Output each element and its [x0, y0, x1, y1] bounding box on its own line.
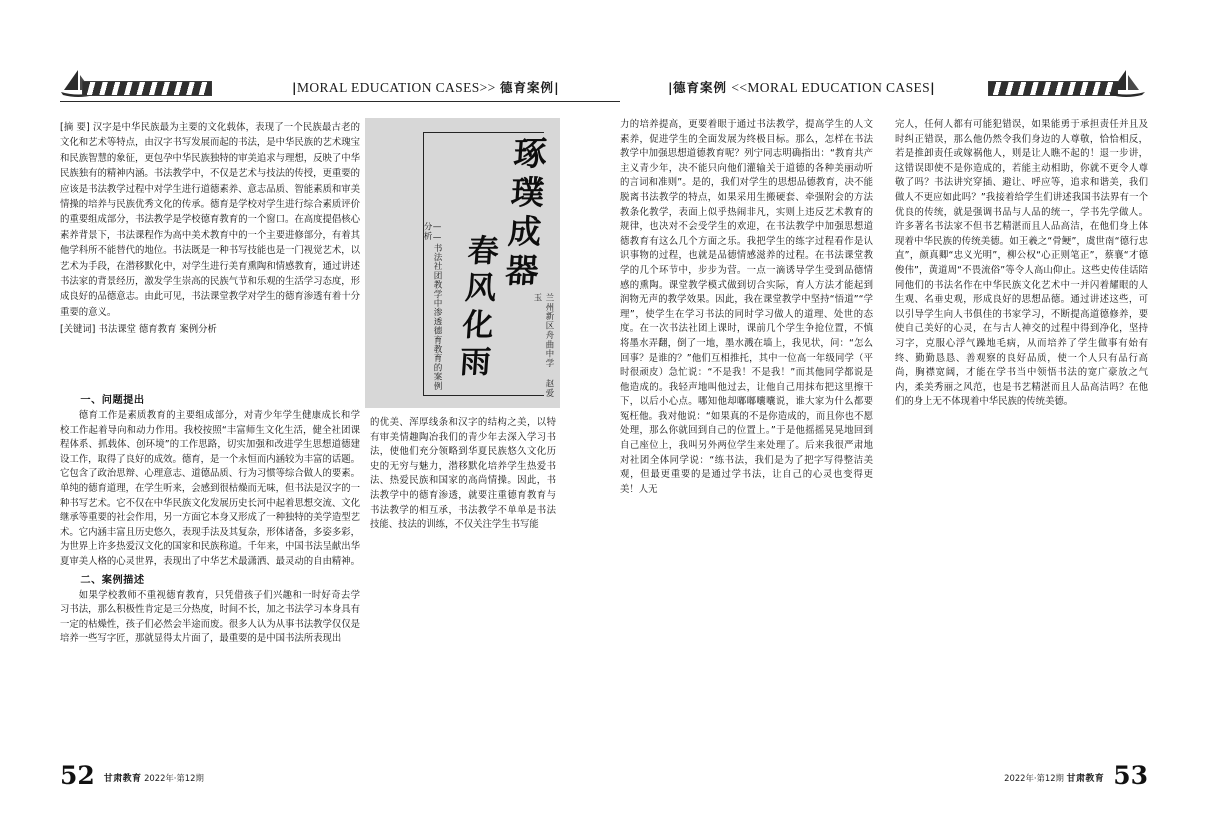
column-3-body: [620, 118, 873, 497]
abstract-label: [摘 要]: [60, 122, 90, 133]
article-title-line1: 琢璞成器: [499, 136, 549, 292]
footer-left: [60, 762, 204, 788]
running-head-bar-r-end: |: [930, 80, 936, 95]
column-2-paragraph-1: 的优美、浑厚线条和汉字的结构之美，以特有审美情趣陶冶我们的青少年去深入学习书法，使他们充分领略到华夏民族悠久文化历史的无穷与魅力，潜移默化培养学生热爱书法、热爱民族和国家的高尚情操。因此，书法教学中的德育渗透，就要注重德育教育与书法教学的相互承，书法教学不单单是书法技能、技法的训练，不仅关注学生书写能: [370, 417, 556, 531]
stripe-ornament-right: [988, 81, 1118, 96]
running-head-bar-end: |: [554, 80, 560, 95]
article-title-block: [365, 118, 560, 408]
column-1-body: [60, 390, 360, 647]
keywords-label: [关键词]: [60, 324, 96, 336]
keywords-paragraph: [60, 322, 360, 337]
column-4-body: [895, 118, 1148, 410]
column-2-body: [370, 416, 556, 533]
running-head-bar: |: [292, 80, 297, 95]
running-head-bar-r: |: [668, 80, 673, 95]
column-1-paragraph-2: 如果学校教师不重视德育教育，只凭借孩子们兴趣和一时好奇去学习书法，那么积极性肯定是三分热度，时间不长，加之书法学习本身具有一定的枯燥性，孩子们必然会半途而废。很多人认为从事书法教学仅仅是培养一些写字匠，那就显得太片面了，最重要的是中国书法所表现出: [60, 589, 361, 645]
abstract-paragraph: [60, 120, 360, 320]
section-heading-1: 一、问题提出: [80, 395, 145, 406]
issue-left: 2022年·第12期: [144, 773, 204, 783]
running-head-chinese: 德育案例: [500, 80, 555, 95]
issue-right: 2022年·第12期: [1004, 773, 1064, 783]
page-number-left: 52: [60, 761, 95, 790]
article-subtitle: ——书法社团教学中渗透德育教育的案例分析: [422, 222, 442, 391]
sailboat-ornament-left: [60, 70, 250, 104]
sailboat-icon-right: [1108, 68, 1148, 98]
magazine-name-right: 甘肃教育: [1066, 774, 1105, 784]
stripe-ornament-left: [82, 81, 212, 96]
footer-right: [1004, 762, 1148, 788]
abstract-text: 汉字是中华民族最为主要的文化载体，表现了一个民族最古老的文化和艺术等特点，由汉字书写发展而起的书法，是中华民族的艺术瑰宝和民族智慧的象征，更包孕中华民族独特的审美追求与理想，反映了中华民族独有的精神内涵。书法教学中，不仅是艺术与技法的传授，更重要的应该是书法教学过程中对学生进行道德素养、意志品质、智能素质和审美情操的培养与民族优秀文化的传承。德育是学校对学生进行综合素质评价的重要组成部分，书法教学是学校德育教育的一个窗口。在高度提倡核心素养背景下，书法课程作为高中美术教育中的一个主要进修部分，有着其他学科所不能替代的地位。书法既是一种书写技能也是一门视觉艺术，以艺术为手段，在潜移默化中，对学生进行美育熏陶和情感教育，通过讲述书法家的背景经历，激发学生崇高的民族气节和乐观的生活学习态度，形成良好的品德意志。由此可见，书法课堂教学对学生的德育渗透有着十分重要的意义。: [60, 122, 361, 318]
column-1-paragraph-1: 德育工作是素质教育的主要组成部分，对青少年学生健康成长和学校工作起着导向和动力作用。我校按照“丰富师生文化生活，健全社团课程体系、抓载体、创环境”的工作思路，切实加强和改进学生思想道德建设工作，取得了良好的成效。德育，是一个永恒而内涵较为丰富的话题。它包含了政治思辩、心理意志、道德品质、行为习惯等综合做人的要素。单纯的德育道理，在学生听来，会感到很枯燥而无味，但书法是汉字的一种书写艺术。它不仅在中华民族文化发展历史长河中起着思想交流、文化继承等重要的社会作用，另一方面它本身又形成了一种独特的美学造型艺术。它内涵丰富且历史悠久，表现手法及其复杂，形体诸备，多姿多彩，为世界上许多热爱汉文化的国家和民族称道。千年来，中国书法呈献出华夏审美人格的心灵世界，表现出了中华艺术最潇洒、最灵动的自由精神。: [60, 410, 361, 567]
magazine-name-left: 甘肃教育: [103, 774, 142, 784]
running-head-right: [620, 62, 1148, 108]
footer-right-meta: [1004, 774, 1104, 788]
column-4-paragraph-1: 完人，任何人都有可能犯错误，如果能勇于承担责任并且及时纠正错误，那么他仍然令我们身边的人尊敬，恰恰相反，若是推卸责任或嫁祸他人，则是让人瞧不起的！退一步讲，这错误即使不是你造成的，若能主动相助，你就不更令人尊敬了吗？书法讲究穿插、避让、呼应等，追求和谐美，我们做人不更应如此吗？”我接着给学生们讲述我国书法界有一个优良的传统，就是强调书品与人品的统一，学书先学做人。许多著名书法家不但书艺精湛而且人品高洁，在他们身上体现着中华民族的传统美德。如王羲之“骨鲠”，虞世南“德行忠直”，颜真卿“忠义光明”，柳公权“心正则笔正”，蔡襄“才德俊伟”，黄道周“不畏流俗”等令人高山仰止。这些史传佳话陪同他们的书法名作在中华民族文化艺术中一并闪着耀眼的人生观、名垂史观，形成良好的思想品德。通过讲述这些，可以引导学生向人书俱佳的书家学习，不断提高道德修养，要使自己美好的心灵，在与古人神交的过程中得到净化，坚持习字，克服心浮气躁地毛病，从而培养了学生做事有始有终、勤勤恳恳、善观察的良好品质，使一个人只有品行高尚，胸襟宽阔，才能在学书当中领悟书法的宽广豪放之气内，柔美秀丽之风范，也是书艺精湛而且人品高洁吗？在他们的身上无不体现着中华民族的传统美德。: [895, 119, 1148, 408]
sailboat-ornament-right: [958, 70, 1148, 104]
running-head-left-text: [292, 78, 559, 96]
section-heading-2: 二、案例描述: [80, 574, 145, 586]
abstract-block: [60, 120, 360, 338]
running-head-left: [60, 62, 620, 108]
column-3-paragraph-1: 力的培养提高，更要着眼于通过书法教学，提高学生的人文素养，促进学生的全面发展为终极目标。那么，怎样在书法教学中加强思想道德教育呢？列宁同志明确指出：“教育共产主义青少年，决不能只向他们灌输关于道德的各种美丽动听的言词和准则”。是的，我们对学生的思想品德教育，决不能脱离书法教学的特点，如果采用生搬硬套、牵强附会的方法教条化教学，表面上似乎热闹非凡，实则上违反艺术教育的规律，也决对不会受学生的欢迎，在书法教学中加强思想道德教育有这么几个方面之乐。我把学生的练字过程看作是认识事物的过程，也就是品德情感滋养的过程。在书法课堂教学的几个环节中，步步为营。一点一滴诱导学生受到品德情感的熏陶。课堂教学模式做到切合实际，育人方法才能起到润物无声的教学效果。因此，我在课堂教学中坚持“悟道”“学理”，使学生在学习书法的同时学习做人的道理、处世的态度。在一次书法社团上课时，课前几个学生争抢位置，不慎将墨水弄翻，倒了一地，墨水溅在墙上，我见状，问：“怎么回事？是谁的？”他们互相推托，其中一位高一年级同学（平时很顽皮）急忙说：“不是我！不是我！”而其他同学都说是他造成的。我轻声地叫他过去，让他自己用抹布把这里擦干下，以后小心点。哪知他却嘟嘟囔囔说，谁大家为什么都要冤枉他。我对他说：“如果真的不是你造成的，而且你也不愿处理，那么你就回到自己的位置上。”于是他摇摇晃晃地回到自己座位上，我叫另外两位学生来处理了。后来我很严肃地对社团全体同学说：“练书法，我们是为了把字写得整洁美观，但最更重要的是通过学书法，让自己的心灵也变得更美！人无: [620, 119, 873, 495]
running-head-english-r: <<MORAL EDUCATION CASES: [731, 80, 931, 95]
article-title-line2: 春风化雨: [452, 234, 499, 382]
running-head-right-text: [668, 78, 935, 96]
running-head-chinese-r: 德育案例: [672, 80, 727, 95]
running-head-rule-left: [60, 101, 620, 102]
footer-left-meta: [104, 774, 204, 788]
page-number-right: 53: [1113, 761, 1148, 790]
running-head-english: MORAL EDUCATION CASES>>: [296, 80, 496, 95]
article-author: 兰州新区舟曲中学 赵爱玉: [533, 293, 555, 398]
keywords-text: 书法课堂 德育教育 案例分析: [98, 324, 217, 336]
